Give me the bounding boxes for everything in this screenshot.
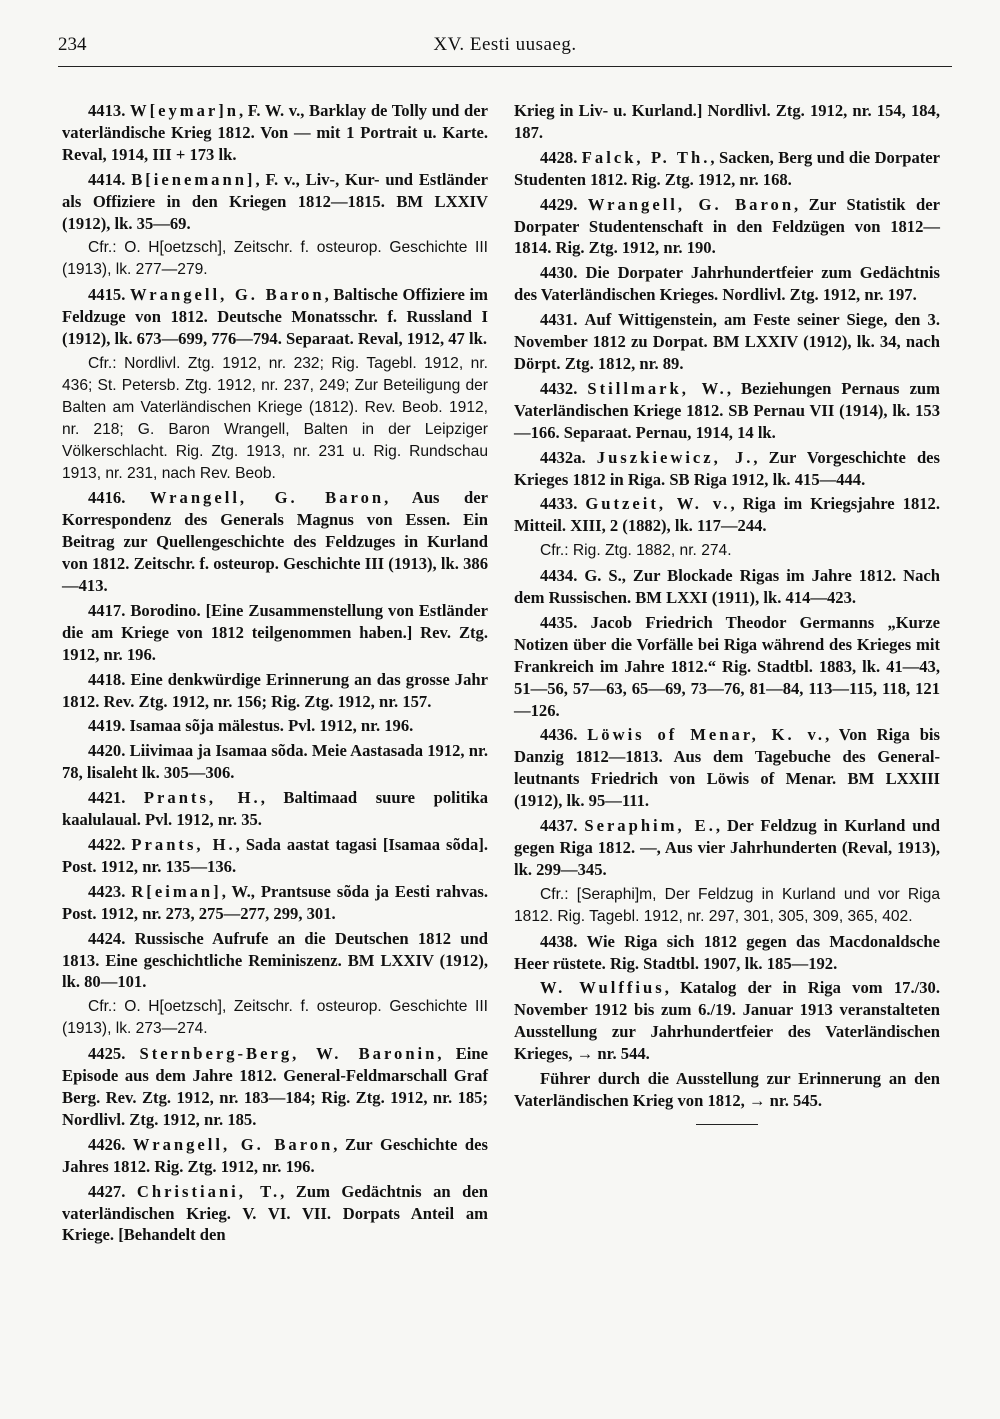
entry-number: 4415. bbox=[88, 285, 126, 305]
bibliography-entry bbox=[62, 669, 488, 713]
entry-text: , Katalog der in Riga vom 17./30. November 1912 bis zum 6./19. Januar 1913 veranstalteten Ausstellung zur Jahrhundertfeier des Vaterländischen Krieges, → nr. 544. bbox=[514, 978, 940, 1064]
page-header bbox=[58, 34, 952, 64]
entry-text: , Eine Episode aus dem Jahre 1812. General-Feldmarschall Graf Berg. Rev. Ztg. 1912, nr. 183—184; Rig. Ztg. 1912, nr. 185; Nordlivl. Ztg. 1912, nr. 185. bbox=[62, 1044, 489, 1129]
entry-author: Falck, P. Th. bbox=[581, 147, 711, 167]
entry-text: , Sada aastat tagasi [Isamaa sõda]. Post. 1912, nr. 135—136. bbox=[62, 835, 488, 876]
bibliography-entry bbox=[62, 169, 488, 235]
entry-author: Gutzeit, W. v. bbox=[585, 494, 731, 514]
page-number: 234 bbox=[58, 34, 87, 55]
entry-text: Auf Wittigenstein, am Feste seiner Siege, den 3. November 1812 zu Dorpat. BM LXXIV (1912), lk. 34, nach Dörpt. Ztg. 1812, nr. 89. bbox=[514, 310, 940, 373]
bibliography-entry bbox=[62, 928, 488, 994]
entry-text: , Baltische Offiziere im Feldzuge von 1812. Deutsche Monatsschr. f. Russland I (1912), lk. 673—699, 776—794. Separaat. Reval, 1912, 47 lk. bbox=[62, 285, 488, 349]
cfr-text: Cfr.: O. H[oetzsch], Zeitschr. f. osteurop. Geschichte III (1913), lk. 277—279. bbox=[62, 239, 488, 279]
bibliography-entry bbox=[514, 493, 940, 537]
bibliography-entry bbox=[514, 147, 940, 191]
entry-text: , Von Riga bis Danzig 1812—1813. Aus dem Tagebuche des General-leutnants Friedrich von Löwis of Menar. BM LXXIII (1912), lk. 95—111. bbox=[514, 725, 940, 811]
cfr-note bbox=[514, 884, 940, 928]
entry-number: 4437. bbox=[540, 816, 578, 836]
bibliography-entry bbox=[514, 447, 940, 491]
entry-number: 4413. bbox=[88, 101, 126, 120]
bibliography-entry bbox=[62, 1181, 488, 1247]
entry-text: Borodino. [Eine Zusammenstellung von Estländer die am Kriege von 1812 teilgenommen haben.] Rev. Ztg. 1912, nr. 196. bbox=[62, 600, 488, 664]
entry-number: 4416. bbox=[88, 488, 126, 508]
entry-text: , Beziehungen Pernaus zum Vaterländischen Kriege 1812. SB Pernau VII (1914), lk. 153—166. Separaat. Pernau, 1914, 14 lk. bbox=[514, 378, 940, 442]
end-rule bbox=[696, 1124, 758, 1125]
entry-author: Seraphim, E. bbox=[584, 816, 716, 836]
entry-author: Löwis of Menar, K. v. bbox=[587, 725, 826, 745]
left-column bbox=[62, 100, 488, 1249]
entry-number: 4420. bbox=[88, 741, 126, 761]
bibliography-entry bbox=[62, 487, 488, 597]
entry-author: R[eiman] bbox=[131, 881, 222, 901]
entry-number: 4417. bbox=[88, 600, 126, 620]
entry-author: Prants, H. bbox=[143, 788, 261, 808]
entry-number: 4422. bbox=[88, 835, 126, 854]
entry-text: , Zum Gedächtnis an den vaterländischen Krieg. V. VI. VII. Dorpats Anteil am Kriege. [Behandelt den bbox=[62, 1181, 488, 1245]
entry-number: 4436. bbox=[540, 725, 578, 745]
entry-number: 4428. bbox=[540, 147, 578, 167]
entry-text: , Zur Vorgeschichte des Krieges 1812 in Riga. SB Riga 1912, lk. 415—444. bbox=[514, 447, 940, 489]
bibliography-entry bbox=[514, 977, 940, 1065]
entry-number: 4432. bbox=[540, 378, 578, 398]
entry-number: 4414. bbox=[88, 169, 126, 189]
entry-author: Juszkiewicz, J. bbox=[596, 447, 754, 467]
entry-author: W. Wulffius bbox=[540, 978, 665, 998]
cfr-note bbox=[62, 996, 488, 1040]
entry-text: , Zur Statistik der Dorpater Studentenschaft in den Feldzügen von 1812—1814. Rig. Ztg. 1912, nr. 190. bbox=[514, 194, 940, 258]
entry-author: Wrangell, G. Baron bbox=[132, 1134, 334, 1154]
entry-number: 4429. bbox=[540, 194, 578, 214]
bibliography-entry bbox=[62, 100, 488, 166]
entry-number: 4432a. bbox=[540, 447, 586, 467]
cfr-note bbox=[514, 540, 940, 562]
entry-number: 4424. bbox=[88, 928, 126, 948]
entry-author: B[ienemann] bbox=[131, 169, 256, 189]
entry-text: , F. v., Liv-, Kur- und Estländer als Offiziere in den Kriegen 1812—1815. BM LXXIV (1912), lk. 35—69. bbox=[62, 169, 488, 233]
entry-number: 4425. bbox=[88, 1044, 126, 1064]
bibliography-entry bbox=[514, 194, 940, 260]
entry-text: , Sacken, Berg und die Dorpater Studenten 1812. Rig. Ztg. 1912, nr. 168. bbox=[514, 147, 940, 189]
bibliography-entry bbox=[514, 100, 940, 144]
bibliography-entry bbox=[62, 600, 488, 666]
bibliography-entry bbox=[62, 1134, 488, 1178]
entry-text: G. S., Zur Blockade Rigas im Jahre 1812. Nach dem Russischen. BM LXXI (1911), lk. 414—423. bbox=[514, 566, 940, 608]
entry-text: , Aus der Korrespondenz des Generals Magnus von Essen. Ein Beitrag zur Quellengeschichte des Feldzuges in Kurland von 1812. Zeitschr. f. osteurop. Geschichte III (1913), lk. 386—413. bbox=[62, 488, 488, 596]
cfr-note bbox=[62, 237, 488, 281]
entry-author: Stillmark, W. bbox=[587, 378, 727, 398]
running-title: XV. Eesti uusaeg. bbox=[433, 34, 577, 55]
bibliography-entry bbox=[62, 740, 488, 784]
entry-text: Russische Aufrufe an die Deutschen 1812 und 1813. Eine geschichtliche Reminiszenz. BM LXXIV (1912), lk. 80—101. bbox=[62, 928, 488, 992]
entry-number: 4438. bbox=[540, 931, 578, 951]
entry-text: Jacob Friedrich Theodor Germanns „Kurze Notizen über die Vorfälle bei Riga während des Krieges mit Frankreich im Jahre 1812.“ Rig. Stadtbl. 1883, lk. 41—43, 51—56, 57—63, 65—69, 73—76, 81—84, 113—115, 118, 121—126. bbox=[514, 612, 940, 720]
bibliography-entry bbox=[514, 262, 940, 306]
entry-text: Die Dorpater Jahrhundertfeier zum Gedächtnis des Vaterländischen Krieges. Nordlivl. Ztg. 1912, nr. 197. bbox=[514, 263, 940, 305]
bibliography-entry bbox=[514, 815, 940, 881]
entry-text: , Baltimaad suure politika kaalulaual. Pvl. 1912, nr. 35. bbox=[62, 788, 488, 830]
bibliography-entry bbox=[514, 309, 940, 375]
entry-text: , Der Feldzug in Kurland und gegen Riga 1812. —, Aus vier Jahrhunderten (Reval, 1913), lk. 299—345. bbox=[514, 816, 940, 879]
entry-author: Christiani, T. bbox=[136, 1181, 281, 1201]
bibliography-entry bbox=[62, 715, 488, 737]
entry-text: Eine denkwürdige Erinnerung an das grosse Jahr 1812. Rev. Ztg. 1912, nr. 156; Rig. Ztg. 1912, nr. 157. bbox=[62, 669, 488, 711]
entry-text: , Riga im Kriegsjahre 1812. Mitteil. XIII, 2 (1882), lk. 117—244. bbox=[514, 494, 941, 536]
cfr-text: Cfr.: O. H[oetzsch], Zeitschr. f. osteurop. Geschichte III (1913), lk. 273—274. bbox=[62, 998, 488, 1038]
entry-text: Krieg in Liv- u. Kurland.] Nordlivl. Ztg. 1912, nr. 154, 184, 187. bbox=[514, 101, 940, 142]
entry-text: Isamaa sõja mälestus. Pvl. 1912, nr. 196. bbox=[129, 716, 414, 736]
bibliography-entry bbox=[62, 1043, 488, 1131]
bibliography-entry bbox=[62, 881, 488, 925]
cfr-note bbox=[62, 353, 488, 484]
entry-number: 4419. bbox=[88, 716, 126, 736]
entry-number: 4433. bbox=[540, 494, 578, 514]
entry-number: 4418. bbox=[88, 669, 126, 689]
entry-text: Führer durch die Ausstellung zur Erinnerung an den Vaterländischen Krieg von 1812, → nr. 545. bbox=[514, 1069, 940, 1110]
entry-author: Wrangell, G. Baron bbox=[587, 194, 795, 214]
cfr-text: Cfr.: Rig. Ztg. 1882, nr. 274. bbox=[540, 542, 732, 560]
header-rule bbox=[58, 66, 952, 67]
entry-number: 4427. bbox=[88, 1181, 126, 1201]
cfr-text: Cfr.: [Seraphi]m, Der Feldzug in Kurland und vor Riga 1812. Rig. Tagebl. 1912, nr. 297, 301, 305, 309, 365, 402. bbox=[514, 885, 940, 925]
entry-text: , Zur Geschichte des Jahres 1812. Rig. Ztg. 1912, nr. 196. bbox=[62, 1134, 488, 1176]
bibliography-entry bbox=[514, 612, 940, 722]
entry-text: , F. W. v., Barklay de Tolly und der vaterländische Krieg 1812. Von — mit 1 Portrait u. Karte. Reval, 1914, III + 173 lk. bbox=[62, 101, 489, 164]
entry-number: 4434. bbox=[540, 566, 578, 586]
bibliography-entry bbox=[514, 931, 940, 975]
entry-author: Prants, H. bbox=[131, 835, 236, 854]
bibliography-entry bbox=[514, 565, 940, 609]
entry-text: Liivimaa ja Isamaa sõda. Meie Aastasada 1912, nr. 78, lisaleht lk. 305—306. bbox=[62, 741, 488, 783]
entry-author: Wrangell, G. Baron bbox=[130, 285, 325, 305]
entry-number: 4431. bbox=[540, 310, 578, 330]
bibliography-entry bbox=[514, 1068, 940, 1112]
bibliography-entry bbox=[514, 378, 940, 444]
entry-author: W[eymar]n bbox=[129, 101, 240, 120]
entry-number: 4430. bbox=[540, 263, 578, 283]
entry-number: 4426. bbox=[88, 1134, 126, 1154]
bibliography-entry bbox=[62, 787, 488, 831]
cfr-text: Cfr.: Nordlivl. Ztg. 1912, nr. 232; Rig. Tagebl. 1912, nr. 436; St. Petersb. Ztg. 1912, nr. 237, 249; Zur Beteiligung der Balten am Vaterländischen Kriege (1812). Rev. Beob. 1912, nr. 218; G. Baron Wrangell, Balten in der Leipziger Völkerschlacht. Rig. Ztg. 1913, nr. 231 u. Rig. Rundschau 1913, nr. 231, nach Rev. Beob. bbox=[62, 354, 488, 482]
bibliography-entry bbox=[514, 724, 940, 812]
right-column bbox=[514, 100, 940, 1125]
entry-author: Sternberg-Berg, W. Baronin bbox=[139, 1044, 438, 1064]
entry-text: Wie Riga sich 1812 gegen das Macdonaldsche Heer rüstete. Rig. Stadtbl. 1907, lk. 185—192. bbox=[514, 931, 940, 973]
entry-author: Wrangell, G. Baron bbox=[149, 488, 385, 508]
entry-number: 4435. bbox=[540, 612, 578, 632]
bibliography-entry bbox=[62, 834, 488, 878]
entry-number: 4423. bbox=[88, 881, 126, 901]
entry-number: 4421. bbox=[88, 788, 126, 808]
bibliography-entry bbox=[62, 284, 488, 350]
entry-text: , W., Prantsuse sõda ja Eesti rahvas. Post. 1912, nr. 273, 275—277, 299, 301. bbox=[62, 881, 489, 923]
